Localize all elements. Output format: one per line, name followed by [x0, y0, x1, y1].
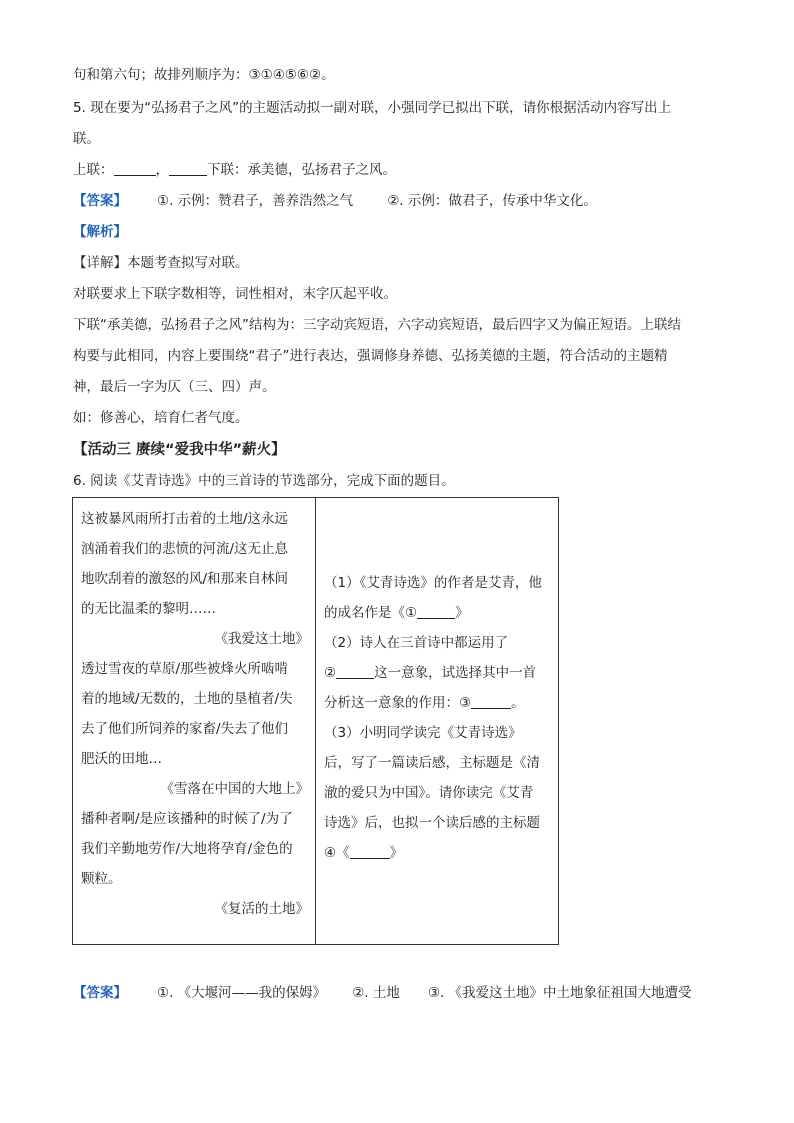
sub-question-3-cont: 诗选》后，也拟一个读后感的主标题 — [324, 815, 540, 831]
sub-question-2-cont: ② 这一意象，试选择其中一首 — [324, 665, 537, 681]
analysis-paragraph: 下联“承美德，弘扬君子之风”结构为：三字动宾短语，六字动宾短语，最后四字又为偏正短语。上联结 — [73, 317, 681, 333]
poem-title: 《复活的土地》 — [214, 901, 309, 917]
poem-line: 地吹刮着的激怒的风/和那来自林间 — [81, 571, 289, 587]
analysis-paragraph: 如：修善心，培育仁者气度。 — [73, 410, 249, 426]
upper-couplet-label: 上联： — [73, 162, 114, 178]
poem-title: 《我爱这土地》 — [214, 631, 309, 647]
poem-title: 《雪落在中国的大地上》 — [160, 781, 309, 797]
sub-question-1: （1）《艾青诗选》的作者是艾青，他 — [324, 575, 542, 591]
answer-blank[interactable] — [336, 664, 374, 679]
question-5-text: 5. 现在要为“弘扬君子之风”的主题活动拟一副对联，小强同学已拟出下联，请你根据活动内容写出上 — [73, 100, 672, 116]
answer-blank[interactable] — [350, 844, 390, 859]
poem-line: 透过雪夜的草原/那些被烽火所啮啃 — [81, 661, 289, 677]
poem-table — [72, 497, 559, 945]
sub-question-1-cont: 的成名作是《① 》 — [324, 605, 469, 621]
sub-question-2: （2）诗人在三首诗中都运用了 — [324, 635, 509, 651]
answer-tag: 【答案】 — [73, 193, 127, 209]
poem-line: 肥沃的田地… — [81, 751, 162, 767]
activity-3-heading: 【活动三 赓续“爱我中华”薪火】 — [73, 442, 286, 458]
sub-question-3-cont: 后，写了一篇读后感，主标题是《清 — [324, 755, 540, 771]
answer-line-6 — [73, 983, 692, 1003]
answer-6-3: ③. 《我爱这土地》中土地象征祖国大地遭受 — [427, 985, 692, 1001]
detail-text: 本题考查拟写对联。 — [127, 255, 249, 271]
sub-question-2-cont: 分析这一意象的作用：③ 。 — [324, 695, 525, 711]
answer-5-1: ①. 示例：赞君子，善养浩然之气 — [157, 193, 354, 209]
analysis-tag: 【解析】 — [73, 224, 127, 240]
poem-line: 这被暴风雨所打击着的土地/这永远 — [81, 511, 289, 527]
lower-couplet: 下联：承美德，弘扬君子之风。 — [207, 162, 396, 178]
answer-line-5 — [73, 191, 597, 211]
poem-line: 颗粒。 — [81, 871, 122, 887]
answer-tag: 【答案】 — [73, 985, 127, 1001]
detail-tag: 【详解】 — [73, 255, 127, 271]
sub-question-3-cont: 澈的爱只为中国》。请你读完《艾青 — [324, 785, 534, 801]
analysis-paragraph: 对联要求上下联字数相等，词性相对，末字仄起平收。 — [73, 286, 397, 302]
sub-question-3: （3）小明同学读完《艾青诗选》 — [324, 725, 522, 741]
question-6-text: 6. 阅读《艾青诗选》中的三首诗的节选部分，完成下面的题目。 — [73, 473, 455, 489]
answer-6-2: ②. 土地 — [352, 985, 400, 1001]
answer-blank[interactable] — [417, 604, 455, 619]
answer-blank[interactable] — [169, 161, 207, 176]
analysis-paragraph: 神，最后一字为仄（三、四）声。 — [73, 379, 276, 395]
text-line: 句和第六句；故排列顺序为：③①④⑤⑥②。 — [73, 67, 335, 83]
detail-line — [73, 253, 249, 273]
answer-6-1: ①. 《大堰河——我的保姆》 — [157, 985, 327, 1001]
couplet-line — [73, 160, 396, 180]
sub-question-3-cont: ④《 》 — [324, 845, 404, 861]
poem-line: 我们辛勤地劳作/大地将孕育/金色的 — [81, 841, 293, 857]
poem-line: 去了他们所饲养的家畜/失去了他们 — [81, 721, 289, 737]
poem-line: 着的地域/无数的，土地的垦植者/失 — [81, 691, 293, 707]
question-5-text-cont: 联。 — [73, 131, 100, 147]
answer-blank[interactable] — [114, 161, 156, 176]
answer-5-2: ②. 示例：做君子，传承中华文化。 — [387, 193, 597, 209]
poem-line: 的无比温柔的黎明…… — [81, 601, 216, 617]
poem-cell — [73, 498, 316, 945]
answer-blank[interactable] — [471, 694, 511, 709]
analysis-paragraph: 构要与此相同，内容上要围绕“君子”进行表达，强调修身养德、弘扬美德的主题，符合活动的主题精 — [73, 348, 668, 364]
poem-line: 汹涌着我们的悲愤的河流/这无止息 — [81, 541, 289, 557]
poem-line: 播种者啊/是应该播种的时候了/为了 — [81, 811, 293, 827]
comma: ， — [155, 162, 169, 178]
questions-cell — [316, 498, 559, 945]
